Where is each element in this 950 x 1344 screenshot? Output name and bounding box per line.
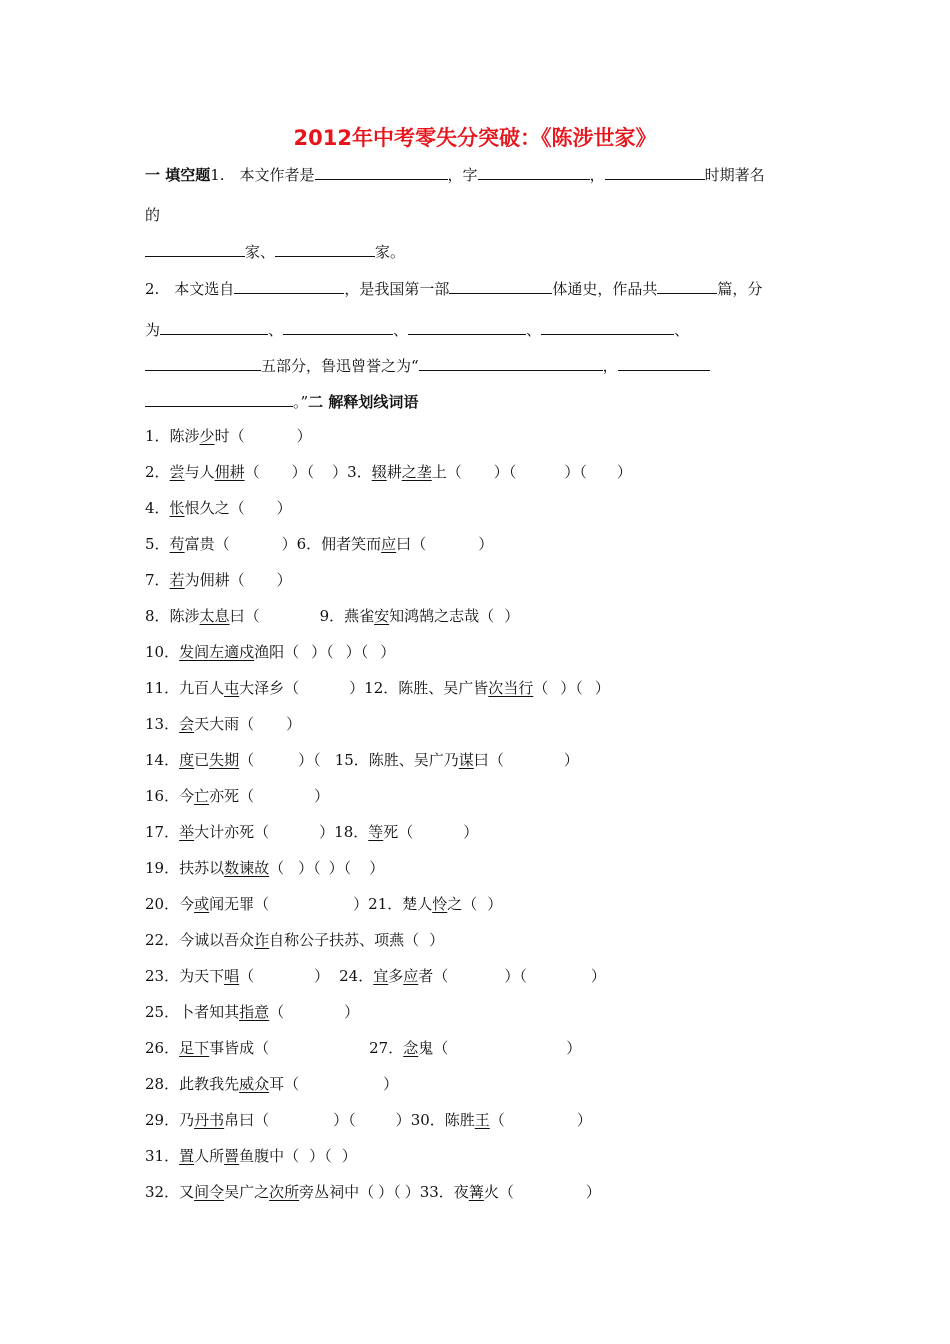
- text-segment: ）: [590, 967, 606, 985]
- text-segment: 33．夜: [419, 1183, 469, 1201]
- text-segment: 曰: [473, 751, 489, 769]
- text-segment: ）: [298, 751, 314, 769]
- underlined-word: 度: [179, 751, 195, 769]
- underlined-word: 会: [179, 715, 195, 733]
- underlined-word: 或: [194, 895, 210, 913]
- blank-part-4[interactable]: [541, 318, 674, 335]
- text-segment: （: [479, 607, 495, 625]
- text-segment: （: [284, 679, 300, 697]
- text-segment: 3．: [347, 463, 372, 481]
- text-segment: 、: [268, 321, 284, 339]
- text-segment: 1. 本文作者是: [210, 166, 315, 184]
- text-segment: ）: [564, 463, 580, 481]
- text-segment: 人所: [194, 1147, 225, 1165]
- blank-part-5[interactable]: [145, 354, 261, 371]
- underlined-word: 举: [179, 823, 195, 841]
- underlined-word: 若: [169, 571, 185, 589]
- text-segment: ）: [314, 787, 330, 805]
- text-segment: ）: [585, 1183, 601, 1201]
- underlined-word: 次所: [269, 1183, 300, 1201]
- text-segment: 、: [526, 321, 542, 339]
- text-segment: 自称公子扶苏、项燕: [269, 931, 405, 949]
- item-13: [145, 714, 301, 734]
- item-5-6: [145, 534, 493, 554]
- blank-praise-2[interactable]: [618, 354, 710, 371]
- text-segment: 为佣耕: [184, 571, 230, 589]
- text-segment: ）: [560, 679, 576, 697]
- item-22: [145, 930, 444, 950]
- blank-author[interactable]: [315, 163, 448, 180]
- text-segment: ）: [566, 1039, 582, 1057]
- item-1: [145, 426, 312, 446]
- fill-question-2-praise: [145, 354, 710, 376]
- text-segment: ）: [404, 1183, 420, 1201]
- text-segment: ）: [332, 463, 348, 481]
- text-segment: 10．: [145, 643, 180, 661]
- text-segment: 鱼腹中: [239, 1147, 285, 1165]
- underlined-word: 应: [403, 967, 419, 985]
- text-segment: 8．陈涉: [145, 607, 200, 625]
- text-segment: 家。: [375, 243, 406, 261]
- underlined-word: 应: [381, 535, 397, 553]
- text-segment: 13．: [145, 715, 180, 733]
- fill-question-1: [145, 163, 765, 185]
- text-segment: ）: [286, 715, 302, 733]
- underlined-word: 数谏故: [224, 859, 270, 877]
- underlined-word: 太息: [199, 607, 230, 625]
- text-segment: （: [269, 1003, 285, 1021]
- text-segment: ）: [333, 1111, 349, 1129]
- text-segment: ）: [311, 643, 327, 661]
- underlined-word: 少: [199, 427, 215, 445]
- underlined-word: 怅: [169, 499, 185, 517]
- item-20-21: [145, 894, 502, 914]
- text-segment: 上: [431, 463, 447, 481]
- text-segment: （: [324, 1147, 332, 1165]
- text-segment: （: [254, 1039, 270, 1057]
- blank-praise-1[interactable]: [419, 354, 603, 371]
- text-segment: ，字: [447, 166, 478, 184]
- text-segment: 大计亦死: [194, 823, 255, 841]
- blank-role-1[interactable]: [145, 240, 245, 257]
- text-segment: 9．燕雀: [319, 607, 375, 625]
- page-title: 2012年中考零失分突破：《陈涉世家》: [293, 126, 657, 150]
- underlined-word: 指意: [239, 1003, 270, 1021]
- text-segment: 火: [483, 1183, 499, 1201]
- item-29-30: [145, 1110, 592, 1130]
- text-segment: 、: [674, 321, 690, 339]
- text-segment: 死: [383, 823, 399, 841]
- text-segment: 1．陈涉: [145, 427, 200, 445]
- text-segment: （: [306, 463, 315, 481]
- underlined-word: 诈: [254, 931, 270, 949]
- text-segment: 18．: [334, 823, 369, 841]
- text-segment: （: [519, 967, 527, 985]
- text-segment: （: [498, 1183, 514, 1201]
- text-segment: 6．佣者笑而: [296, 535, 382, 553]
- text-segment: （: [575, 679, 583, 697]
- text-segment: 天大雨: [194, 715, 240, 733]
- item-28: [145, 1074, 398, 1094]
- underlined-word: 罾: [224, 1147, 240, 1165]
- item-25: [145, 1002, 359, 1022]
- text-segment: ）: [276, 571, 292, 589]
- text-segment: ）: [341, 1147, 357, 1165]
- text-segment: 五部分，鲁迅曾誉之为“: [261, 357, 419, 375]
- text-segment: ）: [309, 1147, 325, 1165]
- text-segment: （: [244, 463, 260, 481]
- text-segment: 、: [393, 321, 409, 339]
- text-segment: 4．: [145, 499, 170, 517]
- text-segment: 之: [447, 895, 463, 913]
- underlined-word: 置: [179, 1147, 195, 1165]
- text-segment: 15．陈胜、吴广乃: [334, 751, 459, 769]
- text-segment: 25．卜者知其: [145, 1003, 240, 1021]
- text-segment: 耳: [269, 1075, 285, 1093]
- text-segment: （: [488, 751, 504, 769]
- text-segment: 亦死: [209, 787, 240, 805]
- fill-question-1-roles: [145, 240, 405, 262]
- text-segment: 24．: [339, 967, 374, 985]
- text-segment: ）: [296, 427, 312, 445]
- text-segment: （: [462, 895, 478, 913]
- text-segment: ）: [298, 859, 314, 877]
- text-segment: 富贵: [184, 535, 215, 553]
- text-segment: 大泽乡: [239, 679, 285, 697]
- text-segment: ）: [504, 967, 520, 985]
- underlined-word: 安: [374, 607, 390, 625]
- text-segment: 31．: [145, 1147, 180, 1165]
- text-segment: （: [284, 643, 300, 661]
- text-segment: （: [239, 751, 255, 769]
- blank-genre[interactable]: [449, 277, 552, 294]
- text-segment: 知鸿鹄之志哉: [389, 607, 480, 625]
- blank-role-2[interactable]: [275, 240, 375, 257]
- text-segment: 2. 本文选自: [145, 280, 235, 298]
- text-segment: 。”: [293, 393, 309, 411]
- text-segment: 32．又: [145, 1183, 195, 1201]
- underlined-word: 威众: [239, 1075, 270, 1093]
- text-segment: ）: [383, 1075, 399, 1093]
- text-segment: （: [313, 859, 321, 877]
- text-segment: 5．: [145, 535, 170, 553]
- text-segment: （: [254, 823, 270, 841]
- text-segment: （: [393, 1183, 401, 1201]
- text-segment: （: [269, 859, 285, 877]
- text-segment: ）: [345, 643, 361, 661]
- text-segment: ）: [395, 1111, 411, 1129]
- text-segment: ）: [378, 1183, 394, 1201]
- text-segment: （: [433, 1039, 449, 1057]
- text-segment: （: [360, 643, 369, 661]
- underlined-word: 丹书: [194, 1111, 225, 1129]
- text-segment: （: [284, 1147, 300, 1165]
- underlined-word: 念: [403, 1039, 419, 1057]
- underlined-word: 篝: [468, 1183, 484, 1201]
- text-segment: ，: [589, 166, 605, 184]
- text-segment: （: [284, 1075, 300, 1093]
- text-segment: ）: [328, 859, 344, 877]
- item-11-12: [145, 678, 610, 698]
- item-26-27: [145, 1038, 581, 1058]
- text-segment: 7．: [145, 571, 170, 589]
- underlined-word: 尝: [169, 463, 185, 481]
- text-segment: ）: [276, 499, 292, 517]
- text-segment: ）: [319, 823, 335, 841]
- text-segment: ）: [281, 535, 297, 553]
- text-segment: 12．陈胜、吴广皆: [364, 679, 489, 697]
- blank-praise-3[interactable]: [145, 390, 293, 407]
- item-17-18: [145, 822, 478, 842]
- text-segment: 曰: [229, 607, 245, 625]
- item-16: [145, 786, 329, 806]
- text-segment: ）: [616, 463, 632, 481]
- text-segment: 14．: [145, 751, 180, 769]
- underlined-word: 次当行: [488, 679, 534, 697]
- text-segment: （: [508, 463, 517, 481]
- text-segment: 体通史，作品共: [552, 280, 658, 298]
- text-segment: ）: [493, 463, 509, 481]
- text-segment: ）: [291, 463, 307, 481]
- underlined-word: 王: [474, 1111, 490, 1129]
- text-segment: 时期著名: [704, 166, 765, 184]
- fill-question-2-end: [145, 390, 418, 412]
- section-2-heading: 二 解释划线词语: [308, 393, 419, 411]
- item-14-15: [145, 750, 579, 770]
- text-segment: （: [214, 535, 230, 553]
- text-segment: （: [326, 643, 334, 661]
- text-segment: （: [533, 679, 549, 697]
- text-segment: 11．九百人: [145, 679, 225, 697]
- item-31: [145, 1146, 357, 1166]
- section-1-heading: 一 填空题: [145, 166, 211, 184]
- text-segment: ）: [594, 679, 610, 697]
- text-segment: ）: [563, 751, 579, 769]
- underlined-word: 亡: [194, 787, 210, 805]
- text-segment: ）: [380, 643, 396, 661]
- text-segment: 27．: [369, 1039, 404, 1057]
- text-segment: 与人: [184, 463, 215, 481]
- blank-courtesy-name[interactable]: [478, 163, 590, 180]
- text-segment: （: [229, 427, 245, 445]
- text-segment: 17．: [145, 823, 180, 841]
- text-segment: 篇，分: [717, 280, 763, 298]
- underlined-word: 佣耕: [214, 463, 245, 481]
- text-segment: ）: [478, 535, 494, 553]
- item-10: [145, 642, 395, 662]
- underlined-word: 间令: [194, 1183, 225, 1201]
- text-segment: （: [239, 715, 255, 733]
- text-segment: （: [229, 499, 245, 517]
- text-segment: 曰: [396, 535, 412, 553]
- item-19: [145, 858, 384, 878]
- fill-question-2: [145, 277, 762, 299]
- text-segment: 渔阳: [254, 643, 285, 661]
- blank-period[interactable]: [605, 163, 705, 180]
- text-segment: 26．: [145, 1039, 180, 1057]
- text-segment: 20．今: [145, 895, 195, 913]
- text-segment: 闻无罪: [209, 895, 255, 913]
- text-segment: 29．乃: [145, 1111, 195, 1129]
- underlined-word: 失期: [209, 751, 240, 769]
- text-segment: 帛曰: [224, 1111, 255, 1129]
- fill-question-2-parts: [145, 318, 689, 340]
- blank-part-3[interactable]: [408, 318, 526, 335]
- text-segment: （: [579, 463, 587, 481]
- text-segment: 2．: [145, 463, 170, 481]
- text-segment: 耕: [386, 463, 402, 481]
- text-segment: （: [244, 607, 260, 625]
- text-segment: 为: [145, 321, 161, 339]
- underlined-word: 怜: [432, 895, 448, 913]
- text-segment: （: [404, 931, 420, 949]
- text-segment: 吴广之: [224, 1183, 270, 1201]
- item-8-9: [145, 606, 519, 626]
- underlined-word: 足下: [179, 1039, 210, 1057]
- text-segment: （: [446, 463, 462, 481]
- item-2-3: [145, 462, 632, 482]
- text-segment: ）: [463, 823, 479, 841]
- text-segment: （: [359, 1183, 375, 1201]
- text-segment: （: [239, 787, 255, 805]
- text-segment: （: [313, 751, 321, 769]
- text-segment: （: [254, 895, 270, 913]
- item-7: [145, 570, 292, 590]
- blank-source[interactable]: [234, 277, 344, 294]
- text-segment: ，: [602, 357, 618, 375]
- text-segment: ）: [487, 895, 503, 913]
- text-segment: （: [411, 535, 427, 553]
- item-32-33: [145, 1182, 601, 1202]
- text-segment: 30．陈胜: [410, 1111, 475, 1129]
- underlined-word: 之垄: [401, 463, 432, 481]
- underlined-word: 苟: [169, 535, 185, 553]
- text-segment: 19．扶苏以: [145, 859, 225, 877]
- text-segment: 16．今: [145, 787, 195, 805]
- underlined-word: 辍: [371, 463, 387, 481]
- text-segment: ）: [429, 931, 445, 949]
- text-segment: 鬼: [418, 1039, 434, 1057]
- text-segment: （: [254, 1111, 270, 1129]
- fill-question-1-cont: [145, 205, 160, 225]
- underlined-word: 等: [368, 823, 384, 841]
- text-segment: 家、: [245, 243, 276, 261]
- underlined-word: 发闾左適戍: [179, 643, 255, 661]
- text-segment: ）: [353, 895, 369, 913]
- text-segment: 22．今诚以吾众: [145, 931, 255, 949]
- text-segment: 者: [418, 967, 434, 985]
- text-segment: （: [229, 571, 245, 589]
- blank-chapters[interactable]: [657, 277, 717, 294]
- item-4: [145, 498, 292, 518]
- text-segment: ）: [344, 1003, 360, 1021]
- text-segment: 28．此教我先: [145, 1075, 240, 1093]
- text-segment: （: [343, 859, 352, 877]
- text-segment: 旁丛祠中: [299, 1183, 360, 1201]
- text-segment: 恨久之: [184, 499, 230, 517]
- text-segment: 多: [388, 967, 404, 985]
- text-segment: ）: [504, 607, 520, 625]
- underlined-word: 宜: [373, 967, 389, 985]
- text-segment: ）: [349, 679, 365, 697]
- text-segment: （: [398, 823, 414, 841]
- text-segment: ，是我国第一部: [344, 280, 450, 298]
- underlined-word: 屯: [224, 679, 240, 697]
- text-segment: ）: [576, 1111, 592, 1129]
- blank-part-2[interactable]: [283, 318, 393, 335]
- text-segment: （: [348, 1111, 356, 1129]
- text-segment: 事皆成: [209, 1039, 255, 1057]
- text-segment: （: [489, 1111, 505, 1129]
- text-segment: 21．楚人: [368, 895, 433, 913]
- text-segment: ）: [314, 967, 330, 985]
- item-23-24: [145, 966, 606, 986]
- underlined-word: 唱: [224, 967, 240, 985]
- blank-part-1[interactable]: [160, 318, 268, 335]
- text-segment: 时: [214, 427, 230, 445]
- text-segment: （: [433, 967, 449, 985]
- text-segment: 23．为天下: [145, 967, 225, 985]
- text-segment: （: [239, 967, 255, 985]
- underlined-word: 谋: [458, 751, 474, 769]
- text-segment: 已: [194, 751, 210, 769]
- text-segment: ）: [369, 859, 385, 877]
- text-segment: 的: [145, 206, 161, 224]
